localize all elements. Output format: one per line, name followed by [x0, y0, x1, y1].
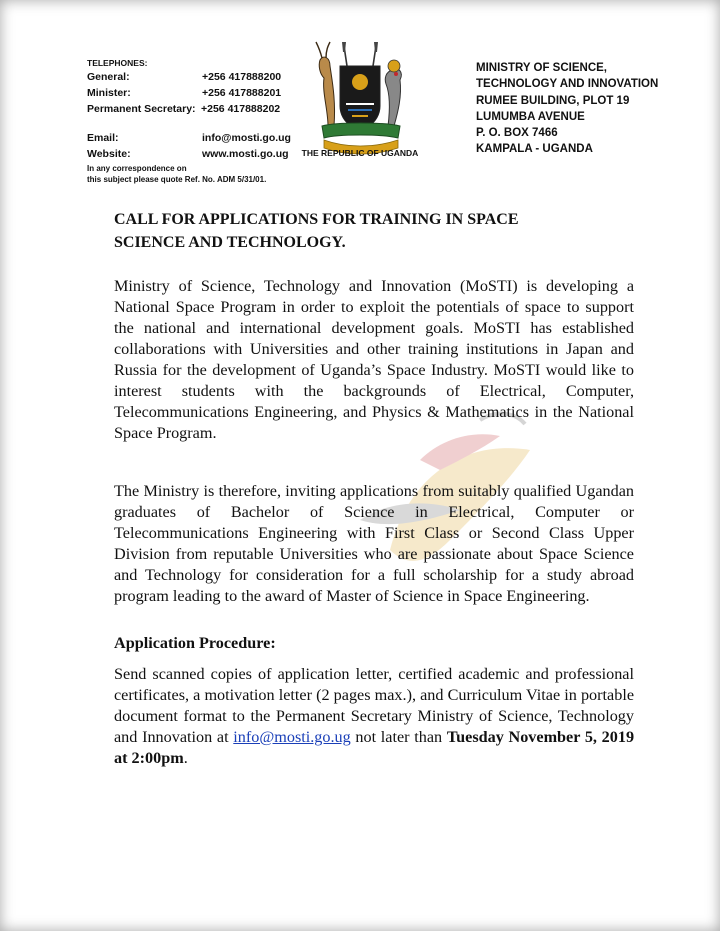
phone-label: General:	[87, 71, 130, 83]
website-row	[87, 147, 289, 163]
email-label: Email:	[87, 132, 119, 144]
reference-line-1: In any correspondence on	[87, 164, 187, 173]
address-line: MINISTRY OF SCIENCE,	[476, 62, 607, 74]
website-value: www.mosti.go.ug	[202, 148, 289, 160]
ministry-address-block	[476, 60, 658, 158]
email-row	[87, 131, 291, 147]
contact-block	[87, 56, 291, 185]
deadline-date: Tuesday November 5, 2019 at 2:00pm	[114, 728, 635, 767]
procedure-text: Send scanned copies of application letter, certified academic and professional certificates, a motivation letter (2 pages max.), and Curriculum Vitae in portable document format to the Permanent Secretary Ministry of Science, Technology and Innovation at	[114, 665, 634, 746]
phone-label: Permanent Secretary:	[87, 103, 196, 115]
address-line: RUMEE BUILDING, PLOT 19	[476, 94, 630, 107]
address-line: TECHNOLOGY AND INNOVATION	[476, 78, 659, 91]
phone-value: +256 417888201	[202, 87, 282, 99]
phone-value: +256 417888202	[201, 103, 281, 115]
contacts-heading: TELEPHONES:	[87, 58, 148, 68]
address-line: KAMPALA - UGANDA	[476, 143, 593, 156]
emblem-caption: THE REPUBLIC OF UGANDA	[301, 148, 419, 158]
phone-row-general	[87, 70, 282, 86]
phone-label: Minister:	[87, 87, 131, 99]
procedure-email-link[interactable]: info@mosti.go.ug	[233, 728, 351, 746]
phone-row-permanent-secretary	[87, 102, 281, 118]
deadline-prefix: not later than	[355, 728, 443, 746]
title-line: SCIENCE AND TECHNOLOGY.	[114, 234, 346, 251]
phone-value: +256 417888200	[202, 71, 282, 83]
document-title	[114, 208, 584, 254]
website-label: Website:	[87, 148, 131, 160]
email-value: info@mosti.go.ug	[202, 132, 291, 144]
application-procedure-heading: Application Procedure:	[114, 634, 276, 652]
phone-row-minister	[87, 86, 282, 102]
intro-paragraph: Ministry of Science, Technology and Innovation (MoSTI) is developing a National Space Program in order to exploit the potentials of space to support the national and international development goals. MoSTI has established collaborations with Universities and other training institutions in Japan and Russia for the development of Uganda’s Space Industry. MoSTI would like to interest students with the backgrounds of Electrical, Computer, Telecommunications Engineering, and Physics & Mathematics in the National Space Program.	[114, 277, 634, 442]
deadline-suffix: .	[183, 749, 188, 767]
reference-line-2: this subject please quote Ref. No. ADM 5/31/01.	[87, 175, 267, 184]
address-line: LUMUMBA AVENUE	[476, 110, 585, 123]
title-line: CALL FOR APPLICATIONS FOR TRAINING IN SPACE	[114, 211, 519, 228]
procedure-paragraph	[114, 664, 634, 769]
address-line: P. O. BOX 7466	[476, 127, 558, 140]
invitation-paragraph: The Ministry is therefore, inviting applications from suitably qualified Ugandan graduates of Bachelor of Science in Electrical, Computer or Telecommunications Engineering with First Class or Second Class Upper Division from reputable Universities who are passionate about Space Science and Technology for consideration for a full scholarship for a study abroad program leading to the award of Master of Science in Space Engineering.	[114, 482, 634, 605]
uganda-coat-of-arms-emblem	[306, 40, 414, 162]
